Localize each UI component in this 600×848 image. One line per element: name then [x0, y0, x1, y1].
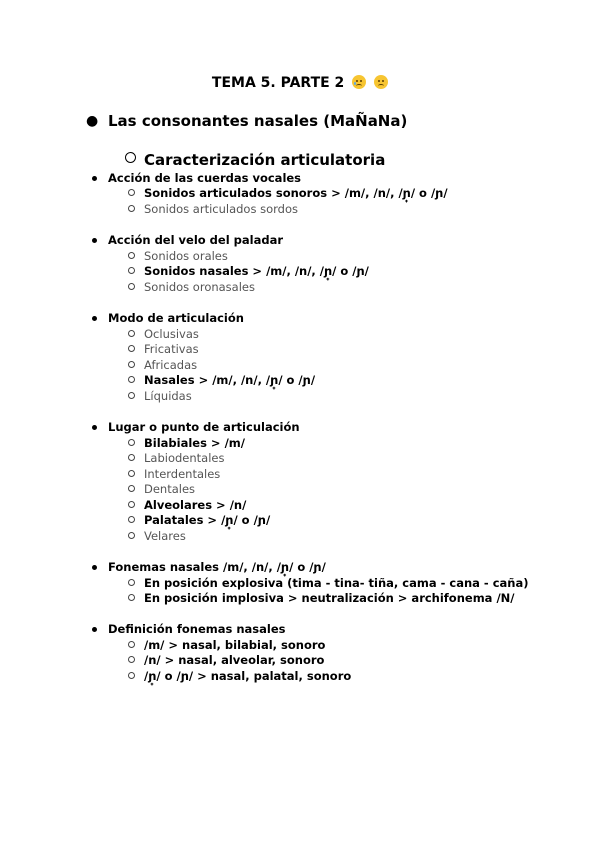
- bullet-icon: ●: [86, 113, 99, 129]
- bullet-icon: [92, 565, 97, 570]
- hollow-bullet-icon: [128, 189, 135, 196]
- list-item: /n/ > nasal, alveolar, sonoro: [144, 653, 325, 667]
- list-item: /ɲ̟/ o /ɲ/ > nasal, palatal, sonoro: [144, 669, 352, 683]
- hollow-bullet-icon: [128, 501, 135, 508]
- list-item: Africadas: [144, 358, 198, 372]
- hollow-bullet-icon: [125, 152, 136, 163]
- hollow-bullet-icon: [128, 470, 135, 477]
- hollow-bullet-icon: [128, 330, 135, 337]
- hollow-bullet-icon: [128, 439, 135, 446]
- list-item: Alveolares > /n/: [144, 498, 247, 512]
- list-item: Sonidos articulados sonoros > /m/, /n/, /ɲ̟/ o /ɲ/: [144, 186, 448, 200]
- section-heading: Lugar o punto de articulación: [108, 420, 300, 434]
- list-item: Dentales: [144, 482, 196, 496]
- hollow-bullet-icon: [128, 641, 135, 648]
- bullet-icon: [92, 316, 97, 321]
- list-item: Sonidos nasales > /m/, /n/, /ɲ̟/ o /ɲ/: [144, 264, 369, 278]
- list-item: En posición implosiva > neutralización > archifonema /N/: [144, 591, 515, 605]
- main-topic-heading: Las consonantes nasales (MaÑaNa): [108, 112, 408, 130]
- hollow-bullet-icon: [128, 252, 135, 259]
- list-item: /m/ > nasal, bilabial, sonoro: [144, 638, 326, 652]
- page-title: [0, 74, 600, 92]
- hollow-bullet-icon: [128, 579, 135, 586]
- section-heading: Acción del velo del paladar: [108, 233, 284, 247]
- list-item: Nasales > /m/, /n/, /ɲ̟/ o /ɲ/: [144, 373, 316, 387]
- list-item: Sonidos oronasales: [144, 280, 255, 294]
- hollow-bullet-icon: [128, 392, 135, 399]
- persevering-face-icon: [374, 75, 388, 89]
- list-item: Sonidos orales: [144, 249, 228, 263]
- section-heading: Definición fonemas nasales: [108, 622, 286, 636]
- list-item: Oclusivas: [144, 327, 199, 341]
- hollow-bullet-icon: [128, 656, 135, 663]
- subtopic-heading: Caracterización articulatoria: [144, 151, 386, 169]
- list-item: Sonidos articulados sordos: [144, 202, 298, 216]
- list-item: Líquidas: [144, 389, 192, 403]
- hollow-bullet-icon: [128, 345, 135, 352]
- hollow-bullet-icon: [128, 205, 135, 212]
- hollow-bullet-icon: [128, 376, 135, 383]
- list-item: Palatales > /ɲ̟/ o /ɲ/: [144, 513, 271, 527]
- list-item: Interdentales: [144, 467, 221, 481]
- list-item: Velares: [144, 529, 186, 543]
- list-item: Bilabiales > /m/: [144, 436, 245, 450]
- hollow-bullet-icon: [128, 516, 135, 523]
- bullet-icon: [92, 627, 97, 632]
- hollow-bullet-icon: [128, 454, 135, 461]
- list-item: En posición explosiva (tima - tina- tiña, cama - cana - caña): [144, 576, 529, 590]
- hollow-bullet-icon: [128, 267, 135, 274]
- list-item: Fricativas: [144, 342, 199, 356]
- section-heading: Acción de las cuerdas vocales: [108, 171, 302, 185]
- hollow-bullet-icon: [128, 283, 135, 290]
- hollow-bullet-icon: [128, 672, 135, 679]
- section-heading: Modo de articulación: [108, 311, 244, 325]
- list-item: Labiodentales: [144, 451, 225, 465]
- section-heading: Fonemas nasales /m/, /n/, /ɲ̟/ o /ɲ/: [108, 560, 326, 574]
- bullet-icon: [92, 425, 97, 430]
- hollow-bullet-icon: [128, 361, 135, 368]
- page-title-text: TEMA 5. PARTE 2: [211, 75, 345, 91]
- sad-tear-face-icon: [352, 75, 366, 89]
- hollow-bullet-icon: [128, 485, 135, 492]
- hollow-bullet-icon: [128, 532, 135, 539]
- hollow-bullet-icon: [128, 594, 135, 601]
- bullet-icon: [92, 238, 97, 243]
- bullet-icon: [92, 176, 97, 181]
